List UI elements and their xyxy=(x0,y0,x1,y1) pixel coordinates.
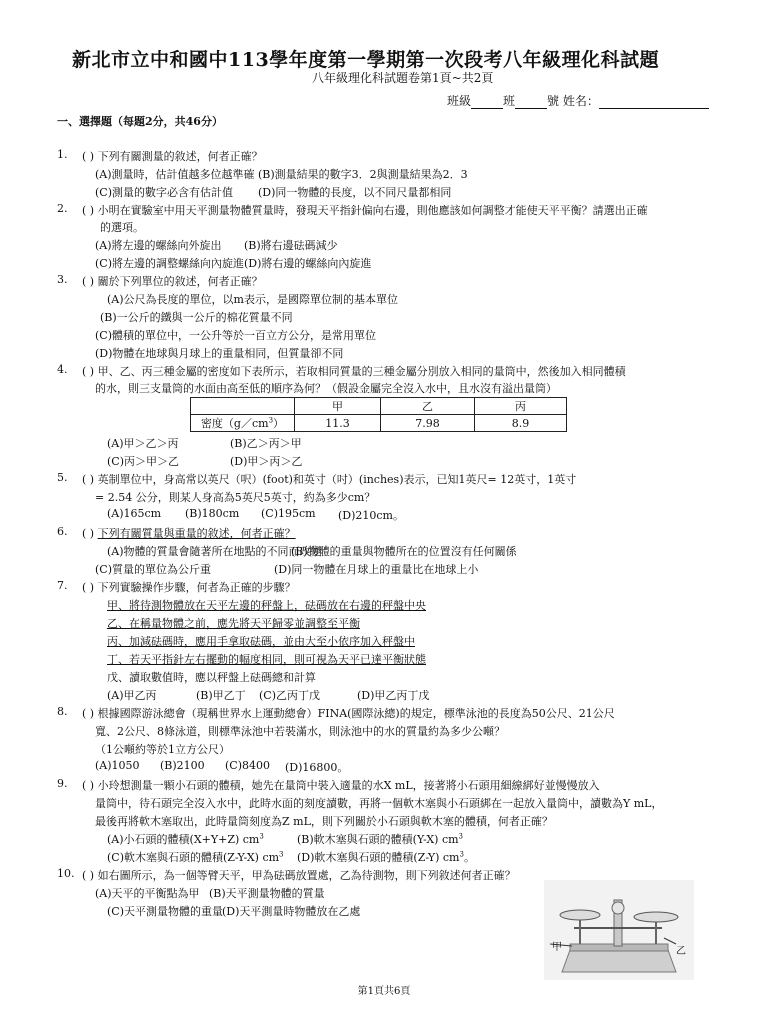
question-stem-cont: = 2.54 公分，則某人身高為5英尺5英寸，約為多少cm？ xyxy=(95,491,376,504)
option: (B)甲乙丁 xyxy=(196,689,246,702)
option: (A)1050 xyxy=(95,759,140,772)
question-stem: ( ) 甲、乙、丙三種金屬的密度如下表所示，若取相同質量的三種金屬分別放入相同的量筒中，然後加入相同體積 xyxy=(82,365,626,378)
option: (C)195cm xyxy=(261,507,316,520)
statement-item: 丁、若天平指針左右擺動的幅度相同，則可視為天平已達平衡狀態 xyxy=(107,653,426,666)
table-row xyxy=(191,415,567,432)
option: (C)軟木塞與石頭的體積(Z-Y-X) $cm^3$ xyxy=(107,850,284,864)
table-cell: 甲 xyxy=(295,398,381,415)
option: (B)一公斤的鐵與一公斤的棉花質量不同 xyxy=(100,311,293,324)
table-cell: 11.3 xyxy=(295,415,381,432)
option: (D)將右邊的螺絲向內旋進 xyxy=(244,257,372,270)
exam-subtitle: 八年級理化科試題卷第1頁~共2頁 xyxy=(312,71,494,85)
table-header-row xyxy=(191,398,567,415)
seat-blank[interactable] xyxy=(515,95,547,109)
option: (A)測量時，估計值越多位越準確 xyxy=(95,168,255,181)
question-number: 2. xyxy=(57,202,68,215)
question-stem: ( ) 根據國際游泳總會（現稱世界水上運動總會）FINA(國際泳總)的規定，標準泳池的長度為50公尺、21公尺 xyxy=(82,707,615,720)
option: (D)軟木塞與石頭的體積(Z-Y) $cm^3$。 xyxy=(297,850,475,864)
name-blank[interactable] xyxy=(599,95,709,109)
table-cell: 丙 xyxy=(475,398,567,415)
option: (B)將右邊砝碼減少 xyxy=(244,239,338,252)
option: (C)丙＞甲＞乙 xyxy=(107,455,179,468)
balance-figure xyxy=(544,880,694,980)
option: (C)質量的單位為公斤重 xyxy=(95,563,211,576)
option: (A)小石頭的體積(X+Y+Z) $cm^3$ xyxy=(107,832,264,846)
option: (B)天平測量物體的質量 xyxy=(209,887,325,900)
option: (D)210cm。 xyxy=(338,509,404,522)
question-stem-cont: （1公噸約等於1立方公尺） xyxy=(95,743,230,756)
option: (D)甲乙丙丁戊 xyxy=(357,689,430,702)
question-stem: ( ) 下列有關質量與重量的敘述，何者正確？ xyxy=(82,527,296,540)
question-stem: ( ) 小玲想測量一顆小石頭的體積，她先在量筒中裝入適量的水X mL，接著將小石頭用細線綁好並慢慢放入 xyxy=(82,779,600,792)
question-number: 9. xyxy=(57,777,68,790)
table-cell: 乙 xyxy=(381,398,475,415)
question-number: 7. xyxy=(57,579,68,592)
option: (C)8400 xyxy=(225,759,270,772)
statement-item: 甲、將待測物體放在天平左邊的秤盤上，砝碼放在右邊的秤盤中央 xyxy=(107,599,426,612)
option: (C)測量的數字必含有估計值 xyxy=(95,186,233,199)
question-stem-cont: 量筒中，待石頭完全沒入水中，此時水面的刻度讀數，再將一個軟木塞與小石頭綁在一起放入量筒中，讀數為Y mL， xyxy=(95,797,663,810)
option: (D)同一物體在月球上的重量比在地球上小 xyxy=(274,563,479,576)
option: (A)甲＞乙＞丙 xyxy=(107,437,179,450)
figure-label-right: 乙 xyxy=(676,946,686,957)
question-stem: ( ) 下列有關測量的敘述，何者正確？ xyxy=(82,150,263,163)
table-cell xyxy=(191,398,295,415)
option: (A)天平的平衡點為甲 xyxy=(95,887,200,900)
class-suffix: 班 xyxy=(503,94,516,108)
option: (B)2100 xyxy=(160,759,205,772)
table-row-label: 密度$(g/cm^3)$ xyxy=(191,415,295,432)
question-stem-cont: 最後再將軟木塞取出，此時量筒刻度為Z mL，則下列關於小石頭與軟木塞的體積，何者正確？ xyxy=(95,815,553,828)
option: (D)物體在地球與月球上的重量相同，但質量卻不同 xyxy=(95,347,344,360)
option: (C)體積的單位中，一公升等於一百立方公分，是常用單位 xyxy=(95,329,376,342)
section-title: 一、選擇題（每題2分，共46分） xyxy=(57,115,223,128)
option: (D)甲＞丙＞乙 xyxy=(230,455,303,468)
question-stem: ( ) 如右圖所示，為一個等臂天平，甲為砝碼放置處，乙為待測物，則下列敘述何者正確？ xyxy=(82,869,516,882)
table-cell: 7.98 xyxy=(381,415,475,432)
name-label: 姓名： xyxy=(562,94,599,108)
question-number: 5. xyxy=(57,471,68,484)
option: (A)甲乙丙 xyxy=(107,689,157,702)
question-number: 6. xyxy=(57,525,68,538)
option: (A)165cm xyxy=(107,507,162,520)
question-number: 4. xyxy=(57,363,68,376)
exam-title: 新北市立中和國中113學年度第一學期第一次段考八年級理化科試題 xyxy=(72,49,660,71)
option: (A)將左邊的螺絲向外旋出 xyxy=(95,239,222,252)
class-blank[interactable] xyxy=(471,95,503,109)
option: (B)180cm xyxy=(185,507,240,520)
question-number: 3. xyxy=(57,273,68,286)
page-footer: 第1頁共6頁 xyxy=(357,986,411,997)
question-stem: ( ) 英制單位中，身高常以英尺（呎）(foot)和英寸（吋）(inches)表示，已知1英尺= 12英寸，1英寸 xyxy=(82,473,577,486)
option: (C)天平測量物體的重量 xyxy=(107,905,223,918)
question-stem-cont: 寬、2公尺、8條泳道，則標準泳池中若裝滿水，則泳池中的水的質量約為多少公噸？ xyxy=(95,725,505,738)
option: (D)同一物體的長度，以不同尺量都相同 xyxy=(258,186,452,199)
option: (B)物體的重量與物體所在的位置沒有任何關係 xyxy=(291,545,517,558)
question-number: 8. xyxy=(57,705,68,718)
option: (B)乙＞丙＞甲 xyxy=(230,437,302,450)
question-stem-cont: 的選項。 xyxy=(100,221,144,234)
table-cell: 8.9 xyxy=(475,415,567,432)
option: (C)乙丙丁戊 xyxy=(259,689,320,702)
option: (B)軟木塞與石頭的體積(Y-X) $cm^3$ xyxy=(297,832,464,846)
option: (D)16800。 xyxy=(285,761,349,774)
statement-item: 戊、讀取數值時，應以秤盤上砝碼總和計算 xyxy=(107,671,316,684)
question-stem: ( ) 小明在實驗室中用天平測量物體質量時，發現天平指針偏向右邊，則他應該如何調整才能使天平平衡？請選出正確 xyxy=(82,204,648,217)
statement-item: 丙、加減砝碼時，應用手拿取砝碼，並由大至小依序加入秤盤中 xyxy=(107,635,415,648)
question-stem: ( ) 關於下列單位的敘述，何者正確？ xyxy=(82,275,263,288)
density-table xyxy=(190,397,567,432)
balance-scale-icon xyxy=(544,880,694,980)
question-stem-cont: 的水，則三支量筒的水面由高至低的順序為何？（假設金屬完全沒入水中，且水沒有溢出量筒） xyxy=(95,382,557,395)
option: (A)物體的質量會隨著所在地點的不同而改變 xyxy=(107,545,322,558)
seat-suffix: 號 xyxy=(547,94,560,108)
class-label: 班級 xyxy=(447,94,472,108)
question-number: 1. xyxy=(57,148,68,161)
option: (C)將左邊的調整螺絲向內旋進 xyxy=(95,257,244,270)
option: (A)公尺為長度的單位，以m表示，是國際單位制的基本單位 xyxy=(107,293,398,306)
option: (D)天平測量時物體放在乙處 xyxy=(222,905,361,918)
question-number: 10. xyxy=(57,867,75,880)
option: (B)測量結果的數字3．2與測量結果為2．3 xyxy=(258,168,468,181)
statement-item: 乙、在稱量物體之前，應先將天平歸零並調整至平衡 xyxy=(107,617,360,630)
figure-label-left: 甲 xyxy=(552,942,562,953)
student-info xyxy=(447,92,709,109)
question-stem: ( ) 下列實驗操作步驟，何者為正確的步驟？ xyxy=(82,581,296,594)
